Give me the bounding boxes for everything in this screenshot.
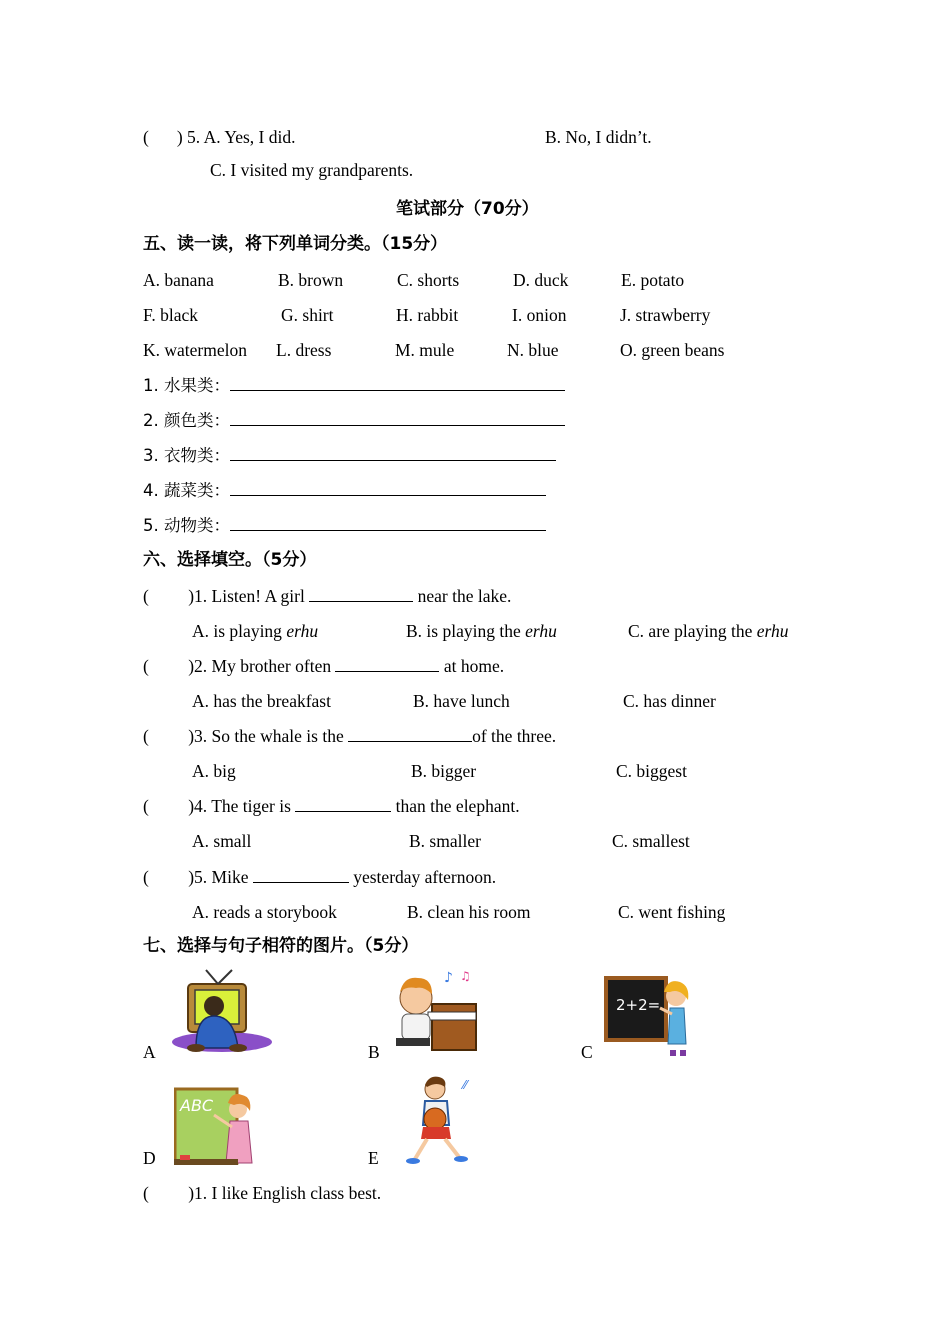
answer-blank[interactable] — [230, 479, 546, 496]
word: D. duck — [513, 270, 569, 290]
written-part-title: 笔试部分（70分） — [396, 199, 539, 219]
sec6-q1-option-c[interactable]: C. are playing the erhu — [628, 621, 789, 641]
picture-a-watching-tv[interactable] — [166, 966, 276, 1056]
word: N. blue — [507, 340, 559, 360]
picture-label-c: C — [581, 1042, 593, 1062]
sec6-q2-option-c[interactable]: C. has dinner — [623, 691, 716, 711]
word: J. strawberry — [620, 305, 711, 325]
sec6-question-2: ( )2. My brother often at home. — [143, 656, 505, 676]
sec6-q4-option-c[interactable]: C. smallest — [612, 831, 690, 851]
svg-text:♫: ♫ — [460, 969, 471, 983]
board-text: 2+2= — [616, 996, 661, 1014]
picture-label-d: D — [143, 1148, 156, 1168]
category-clothes: 3. 衣物类： — [143, 444, 556, 467]
word: I. onion — [512, 305, 567, 325]
category-color: 2. 颜色类： — [143, 409, 565, 432]
sec6-q5-option-a[interactable]: A. reads a storybook — [192, 902, 337, 922]
word: F. black — [143, 305, 198, 325]
word: M. mule — [395, 340, 455, 360]
word: A. banana — [143, 270, 214, 290]
word: L. dress — [276, 340, 332, 360]
sec6-q5-option-b[interactable]: B. clean his room — [407, 902, 531, 922]
section5-title: 五、读一读，将下列单词分类。（15分） — [143, 234, 448, 254]
q4-item5-option-c: C. I visited my grandparents. — [210, 160, 414, 180]
sec6-question-3: ( )3. So the whale is the of the three. — [143, 726, 557, 746]
category-animals: 5. 动物类： — [143, 514, 546, 537]
q4-item5-number: 5. — [187, 127, 201, 147]
answer-blank[interactable] — [230, 374, 565, 391]
fill-blank — [348, 725, 472, 742]
answer-paren[interactable]: ( ) — [143, 726, 195, 746]
section7-title: 七、选择与句子相符的图片。（5分） — [143, 936, 419, 956]
answer-blank[interactable] — [230, 514, 546, 531]
sec6-question-1: ( )1. Listen! A girl near the lake. — [143, 586, 512, 606]
fill-blank — [295, 795, 391, 812]
answer-blank[interactable] — [230, 444, 556, 461]
svg-text:⁄⁄: ⁄⁄ — [463, 1078, 468, 1092]
word: K. watermelon — [143, 340, 247, 360]
q4-item5-paren: ( ) 5. A. Yes, I did. — [143, 127, 296, 147]
svg-text:♪: ♪ — [444, 970, 453, 986]
answer-paren[interactable]: ( ) — [143, 867, 195, 887]
sec6-q4-option-b[interactable]: B. smaller — [409, 831, 481, 851]
picture-label-e: E — [368, 1148, 379, 1168]
word: O. green beans — [620, 340, 725, 360]
sec6-q2-option-b[interactable]: B. have lunch — [413, 691, 510, 711]
picture-b-playing-piano[interactable] — [388, 968, 480, 1056]
answer-paren[interactable]: ( ) — [143, 586, 195, 606]
sec6-q1-option-b[interactable]: B. is playing the erhu — [406, 621, 557, 641]
answer-paren[interactable]: ( ) — [143, 796, 195, 816]
answer-paren[interactable]: ( ) — [143, 656, 195, 676]
sec6-q1-option-a[interactable]: A. is playing erhu — [192, 621, 319, 641]
picture-c-math-class[interactable] — [604, 974, 694, 1060]
category-fruit: 1. 水果类： — [143, 374, 565, 397]
sec6-question-4: ( )4. The tiger is than the elephant. — [143, 796, 520, 816]
sec7-question-1: ( )1. I like English class best. — [143, 1183, 382, 1203]
word: H. rabbit — [396, 305, 459, 325]
board-text: ABC — [180, 1096, 214, 1115]
word: B. brown — [278, 270, 344, 290]
q4-item5-option-a: A. Yes, I did. — [203, 127, 296, 147]
section6-title: 六、选择填空。（5分） — [143, 550, 317, 570]
sec6-q3-option-a[interactable]: A. big — [192, 761, 236, 781]
picture-label-a: A — [143, 1042, 156, 1062]
q4-item5-option-b: B. No, I didn’t. — [545, 127, 652, 147]
word: E. potato — [621, 270, 685, 290]
word: G. shirt — [281, 305, 334, 325]
word: C. shorts — [397, 270, 460, 290]
picture-d-english-class[interactable] — [174, 1087, 258, 1167]
sec6-q4-option-a[interactable]: A. small — [192, 831, 252, 851]
fill-blank — [253, 866, 349, 883]
sec6-q3-option-b[interactable]: B. bigger — [411, 761, 477, 781]
answer-blank[interactable] — [230, 409, 565, 426]
sec6-q5-option-c[interactable]: C. went fishing — [618, 902, 726, 922]
answer-paren[interactable]: ( ) — [143, 1183, 195, 1203]
picture-label-b: B — [368, 1042, 380, 1062]
sec6-q2-option-a[interactable]: A. has the breakfast — [192, 691, 331, 711]
sec6-q3-option-c[interactable]: C. biggest — [616, 761, 687, 781]
fill-blank — [309, 585, 413, 602]
picture-e-playing-basketball[interactable] — [387, 1075, 485, 1167]
fill-blank — [335, 655, 439, 672]
category-vegetables: 4. 蔬菜类： — [143, 479, 546, 502]
sec6-question-5: ( )5. Mike yesterday afternoon. — [143, 867, 497, 887]
